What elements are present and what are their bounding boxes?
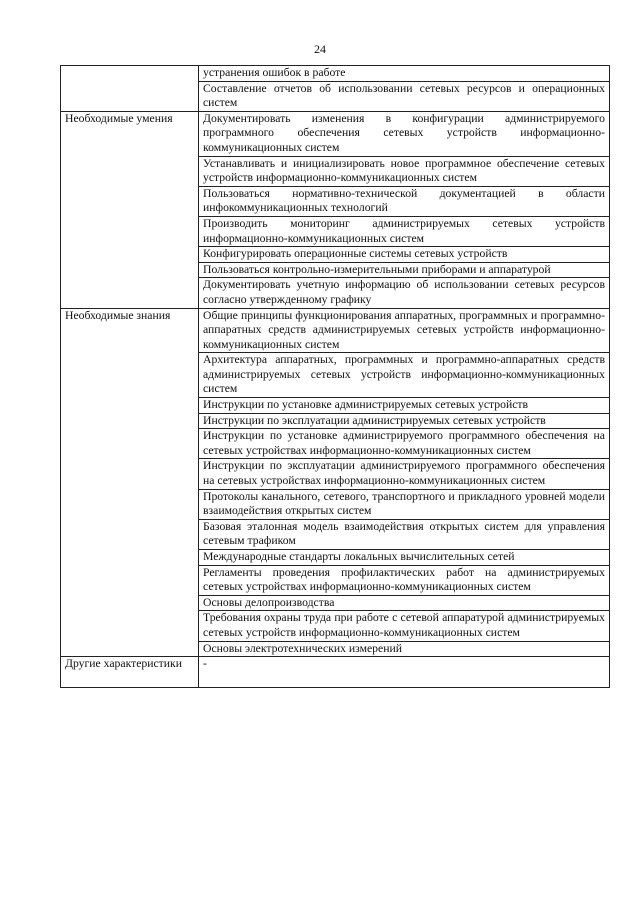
table-cell-item: Основы электротехнических измерений <box>199 641 610 657</box>
table-cell-item: Основы делопроизводства <box>199 595 610 611</box>
table-cell-item: Международные стандарты локальных вычислительных сетей <box>199 550 610 566</box>
empty-label-cell <box>61 66 199 112</box>
page-number: 24 <box>314 42 326 56</box>
table-cell-item: Инструкции по установке администрируемых сетевых устройств <box>199 398 610 414</box>
table-cell-item: Инструкции по установке администрируемого программного обеспечения на сетевых устройствах информационно-коммуникационных систем <box>199 429 610 459</box>
table-cell-item: Документировать учетную информацию об использовании сетевых ресурсов согласно утвержденному графику <box>199 278 610 308</box>
table-cell-item: Производить мониторинг администрируемых сетевых устройств информационно-коммуникационных систем <box>199 216 610 246</box>
table-cell-item: Архитектура аппаратных, программных и программно-аппаратных средств администрируемых сетевых устройств информационно-коммуникационных систем <box>199 353 610 398</box>
table-cell-item: Инструкции по эксплуатации администрируемых сетевых устройств <box>199 413 610 429</box>
table-row <box>61 111 610 156</box>
table-cell-item: Конфигурировать операционные системы сетевых устройств <box>199 247 610 263</box>
table-cell-item: Документировать изменения в конфигурации администрируемого программного обеспечения сетевых устройств информационно-коммуникационных систем <box>199 111 610 156</box>
table-cell-item: Пользоваться контрольно-измерительными приборами и аппаратурой <box>199 262 610 278</box>
table-cell-item: Протоколы канального, сетевого, транспортного и прикладного уровней модели взаимодействия открытых систем <box>199 489 610 519</box>
table-cell-item: Базовая эталонная модель взаимодействия открытых систем для управления сетевым трафиком <box>199 519 610 549</box>
table-cell-item: Регламенты проведения профилактических работ на администрируемых сетевых устройствах информационно-коммуникационных систем <box>199 565 610 595</box>
skills-label: Необходимые умения <box>61 111 199 308</box>
table-row <box>61 66 610 82</box>
table-cell-item: Составление отчетов об использовании сетевых ресурсов и операционных систем <box>199 81 610 111</box>
knowledge-label: Необходимые знания <box>61 308 199 657</box>
table-cell-item: Устанавливать и инициализировать новое программное обеспечение сетевых устройств информационно-коммуникационных систем <box>199 156 610 186</box>
requirements-table <box>60 65 610 688</box>
table-cell-item: Пользоваться нормативно-технической документацией в области инфокоммуникационных технологий <box>199 186 610 216</box>
table-cell-item: Инструкции по эксплуатации администрируемого программного обеспечения на сетевых устройствах информационно-коммуникационных систем <box>199 459 610 489</box>
table-cell-item: устранения ошибок в работе <box>199 66 610 82</box>
table-row <box>61 308 610 353</box>
other-characteristics-value: - <box>199 657 610 688</box>
table-row <box>61 657 610 688</box>
other-characteristics-label: Другие характеристики <box>61 657 199 688</box>
table-cell-item: Требования охраны труда при работе с сетевой аппаратурой администрируемых сетевых устройств информационно-коммуникационных систем <box>199 611 610 641</box>
table-cell-item: Общие принципы функционирования аппаратных, программных и программно-аппаратных средств администрируемых сетевых устройств информационно-коммуникационных систем <box>199 308 610 353</box>
